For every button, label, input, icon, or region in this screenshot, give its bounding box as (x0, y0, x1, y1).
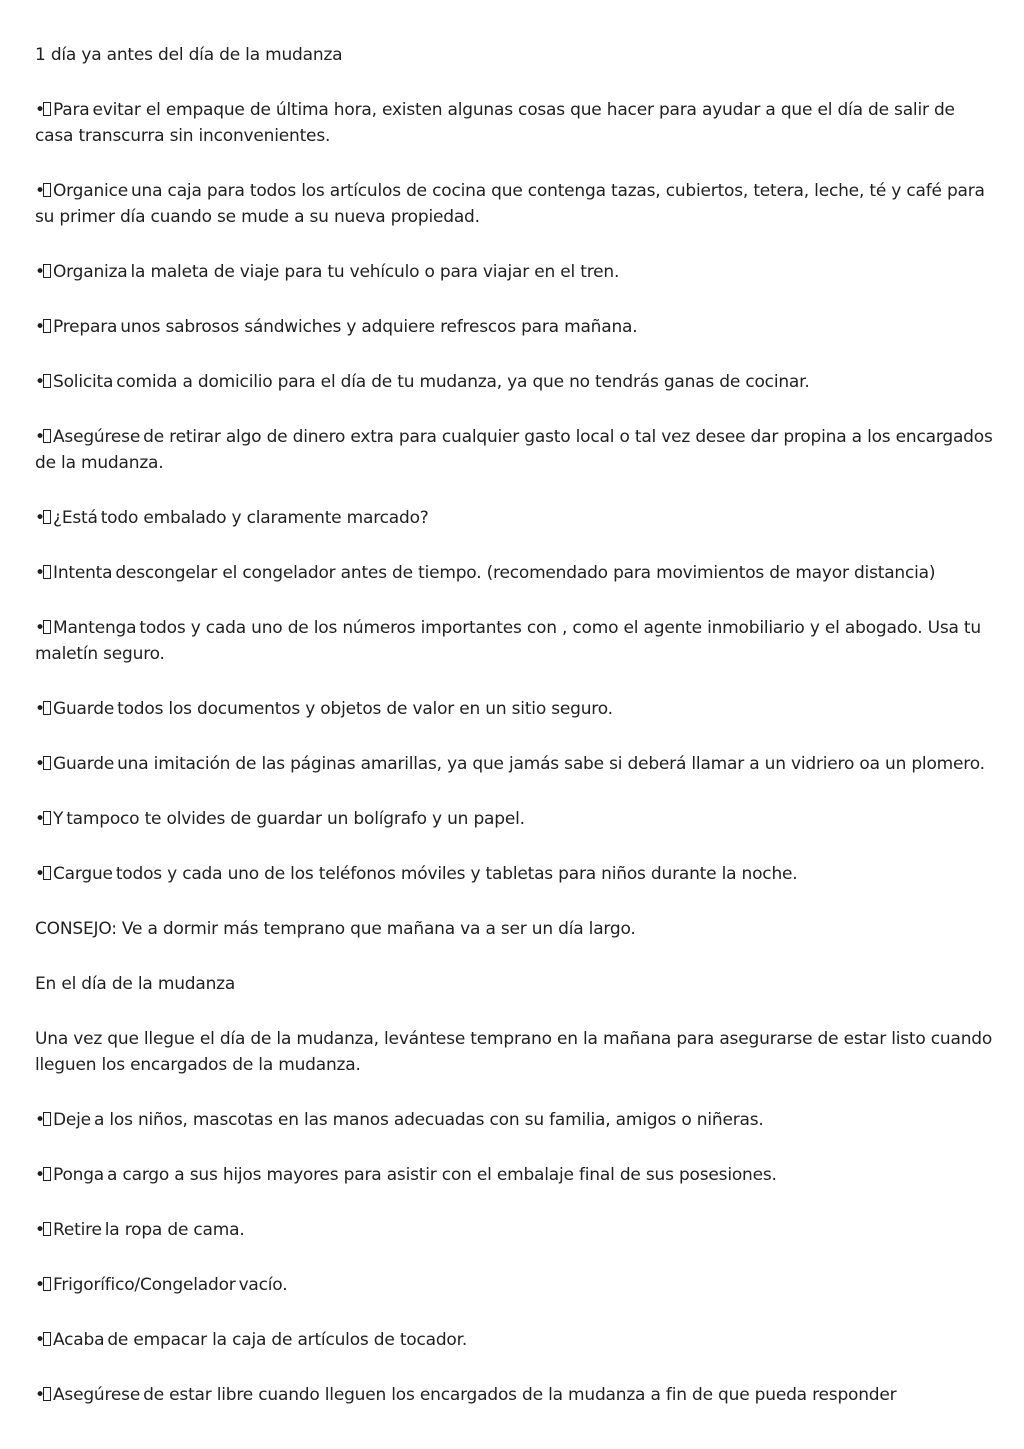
item-lead-word: Frigorífico/Congelador (53, 1275, 236, 1295)
bullet-icon: • (35, 1275, 45, 1295)
bullet-icon: • (35, 1165, 45, 1185)
bullet-icon: • (35, 1330, 45, 1350)
missing-glyph-icon (43, 1332, 51, 1346)
item-text: tampoco te olvides de guardar un bolígrafo y un papel. (66, 809, 525, 829)
missing-glyph-icon (43, 102, 51, 116)
bullet-icon: • (35, 809, 45, 829)
missing-glyph-icon (43, 319, 51, 333)
missing-glyph-icon (43, 183, 51, 197)
item-text: comida a domicilio para el día de tu mudanza, ya que no tendrás ganas de cocinar. (116, 372, 810, 392)
bullet-icon: • (35, 262, 45, 282)
item-text: descongelar el congelador antes de tiempo. (recomendado para movimientos de mayor distancia) (115, 563, 936, 583)
list-item (35, 1272, 995, 1298)
item-text: una imitación de las páginas amarillas, ya que jamás sabe si deberá llamar a un vidriero oa un plomero. (117, 754, 985, 774)
list-item (35, 1162, 995, 1188)
missing-glyph-icon (43, 374, 51, 388)
list-item (35, 696, 995, 722)
missing-glyph-icon (43, 1112, 51, 1126)
item-text: vacío. (238, 1275, 288, 1295)
tip-paragraph: CONSEJO: Ve a dormir más temprano que mañana va a ser un día largo. (35, 919, 636, 939)
list-before-moving-day (35, 97, 995, 887)
bullet-icon: • (35, 864, 45, 884)
bullet-icon: • (35, 1385, 45, 1405)
item-lead-word: Guarde (53, 699, 115, 719)
bullet-icon: • (35, 181, 45, 201)
item-lead-word: Asegúrese (53, 1385, 141, 1405)
bullet-icon: • (35, 372, 45, 392)
item-text: de retirar algo de dinero extra para cualquier gasto local o tal vez desee dar propina a los encargados de la mudanza. (35, 427, 993, 473)
bullet-icon: • (35, 1110, 45, 1130)
missing-glyph-icon (43, 429, 51, 443)
list-moving-day (35, 1107, 995, 1408)
list-item (35, 1107, 995, 1133)
missing-glyph-icon (43, 866, 51, 880)
missing-glyph-icon (43, 510, 51, 524)
item-text: todos y cada uno de los números importantes con , como el agente inmobiliario y el abogado. Usa tu maletín seguro. (35, 618, 981, 664)
item-lead-word: Organiza (53, 262, 128, 282)
missing-glyph-icon (43, 620, 51, 634)
item-lead-word: Guarde (53, 754, 115, 774)
item-text: todos los documentos y objetos de valor en un sitio seguro. (117, 699, 613, 719)
list-item (35, 615, 995, 667)
bullet-icon: • (35, 699, 45, 719)
item-text: de estar libre cuando lleguen los encargados de la mudanza a fin de que pueda responder (143, 1385, 897, 1405)
list-item (35, 861, 995, 887)
item-lead-word: ¿Está (53, 508, 98, 528)
item-text: evitar el empaque de última hora, existen algunas cosas que hacer para ayudar a que el día de salir de casa transcurra sin inconvenientes. (35, 100, 955, 146)
item-text: todo embalado y claramente marcado? (100, 508, 429, 528)
bullet-icon: • (35, 618, 45, 638)
bullet-icon: • (35, 563, 45, 583)
list-item (35, 314, 995, 340)
item-lead-word: Prepara (53, 317, 118, 337)
missing-glyph-icon (43, 811, 51, 825)
list-item (35, 1382, 995, 1408)
list-item (35, 560, 995, 586)
bullet-icon: • (35, 427, 45, 447)
item-lead-word: Para (53, 100, 90, 120)
missing-glyph-icon (43, 701, 51, 715)
item-lead-word: Acaba (53, 1330, 105, 1350)
missing-glyph-icon (43, 1277, 51, 1291)
item-lead-word: Solicita (53, 372, 114, 392)
item-text: a los niños, mascotas en las manos adecuadas con su familia, amigos o niñeras. (93, 1110, 764, 1130)
item-lead-word: Cargue (53, 864, 113, 884)
list-item (35, 259, 995, 285)
item-text: todos y cada uno de los teléfonos móviles y tabletas para niños durante la noche. (115, 864, 798, 884)
missing-glyph-icon (43, 1387, 51, 1401)
item-text: a cargo a sus hijos mayores para asistir con el embalaje final de sus posesiones. (107, 1165, 777, 1185)
item-text: la ropa de cama. (104, 1220, 245, 1240)
item-lead-word: Retire (53, 1220, 102, 1240)
missing-glyph-icon (43, 565, 51, 579)
missing-glyph-icon (43, 264, 51, 278)
list-item (35, 1327, 995, 1353)
item-lead-word: Organice (53, 181, 128, 201)
item-lead-word: Mantenga (53, 618, 137, 638)
list-item (35, 1217, 995, 1243)
document-page (35, 42, 995, 1437)
list-item (35, 369, 995, 395)
list-item (35, 97, 995, 149)
bullet-icon: • (35, 508, 45, 528)
heading-before-moving-day: 1 día ya antes del día de la mudanza (35, 45, 343, 65)
missing-glyph-icon (43, 1222, 51, 1236)
item-text: la maleta de viaje para tu vehículo o para viajar en el tren. (130, 262, 620, 282)
item-text: de empacar la caja de artículos de tocador. (107, 1330, 468, 1350)
item-text: una caja para todos los artículos de cocina que contenga tazas, cubiertos, tetera, leche, té y café para su primer día cuando se mude a su nueva propiedad. (35, 181, 985, 227)
item-lead-word: Asegúrese (53, 427, 141, 447)
bullet-icon: • (35, 100, 45, 120)
bullet-icon: • (35, 1220, 45, 1240)
intro-moving-day: Una vez que llegue el día de la mudanza, levántese temprano en la mañana para asegurarse de estar listo cuando lleguen los encargados de la mudanza. (35, 1029, 993, 1075)
bullet-icon: • (35, 754, 45, 774)
list-item (35, 424, 995, 476)
item-lead-word: Y (53, 809, 64, 829)
missing-glyph-icon (43, 1167, 51, 1181)
list-item (35, 806, 995, 832)
item-lead-word: Ponga (53, 1165, 105, 1185)
item-lead-word: Deje (53, 1110, 91, 1130)
missing-glyph-icon (43, 756, 51, 770)
list-item (35, 505, 995, 531)
item-lead-word: Intenta (53, 563, 113, 583)
list-item (35, 751, 995, 777)
list-item (35, 178, 995, 230)
bullet-icon: • (35, 317, 45, 337)
heading-moving-day: En el día de la mudanza (35, 974, 236, 994)
item-text: unos sabrosos sándwiches y adquiere refrescos para mañana. (120, 317, 638, 337)
